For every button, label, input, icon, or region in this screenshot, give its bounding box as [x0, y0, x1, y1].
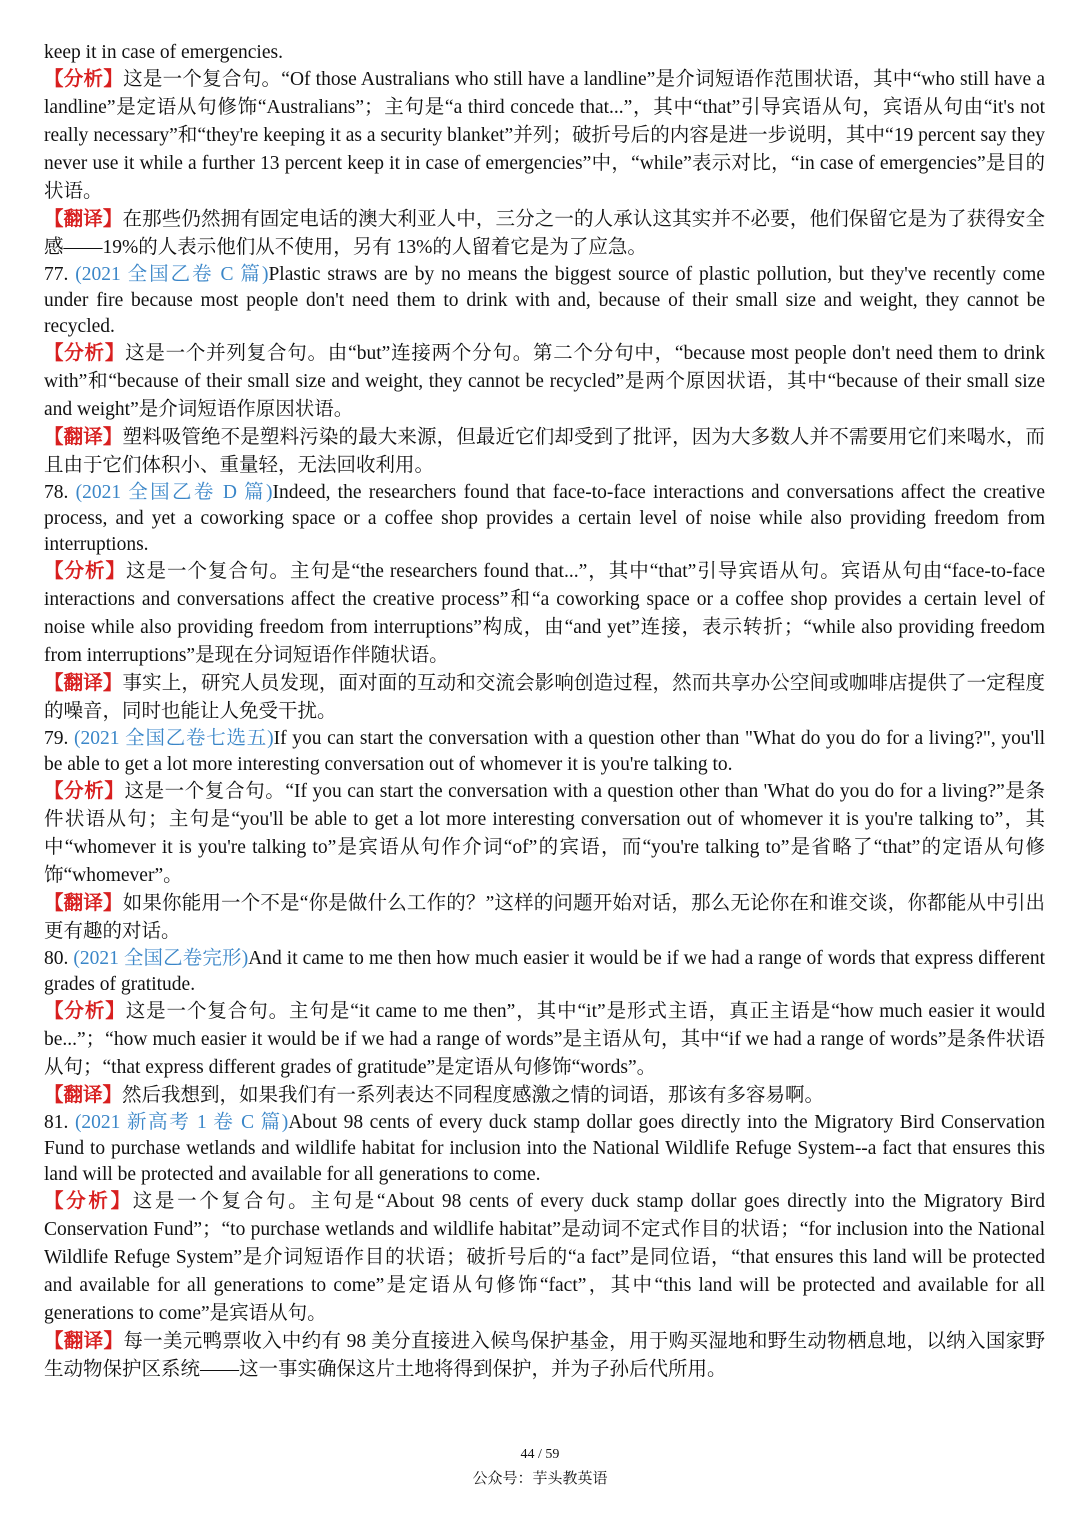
translation-paragraph [44, 424, 1045, 480]
analysis-paragraph [44, 340, 1045, 424]
source-tag: (2021 全国乙卷七选五) [74, 728, 274, 749]
source-tag: (2021 全国乙卷 C 篇) [75, 264, 269, 285]
translation-paragraph [44, 1082, 1045, 1110]
question-sentence: About 98 cents of every duck stamp dollar goes directly into the Migratory Bird Conservation Fund to purchase wetlands and wildlife habitat for inclusion into the National Wildlife Refuge System--a fact that ensures this land will be protected and available for all generations to come. [44, 1112, 1046, 1185]
question-sentence: Indeed, the researchers found that face-to-face interactions and conversations affect the creative process, and yet a coworking space or a coffee shop provides a certain level of noise while also providing freedom from interruptions. [44, 482, 1045, 555]
analysis-label: 【分析】 [44, 69, 124, 90]
analysis-paragraph [44, 1188, 1045, 1328]
translation-text: 如果你能用一个不是“你是做什么工作的？”这样的问题开始对话，那么无论你在和谁交谈，你都能从中引出更有趣的对话。 [44, 893, 1045, 942]
translation-text: 在那些仍然拥有固定电话的澳大利亚人中，三分之一的人承认这其实并不必要，他们保留它是为了获得安全感——19%的人表示他们从不使用，另有 13%的人留着它是为了应急。 [44, 209, 1045, 258]
analysis-label: 【分析】 [44, 343, 126, 364]
translation-paragraph [44, 890, 1045, 946]
source-tag: (2021 新高考 1 卷 C 篇) [74, 1112, 289, 1133]
question-77 [44, 262, 1045, 340]
translation-paragraph [44, 670, 1045, 726]
translation-label: 【翻译】 [44, 427, 123, 448]
analysis-label: 【分析】 [44, 1001, 126, 1022]
analysis-text: 这是一个并列复合句。由“but”连接两个分句。第二个分句中，“because most people don't need them to drink with”和“because of their small size and weight, they cannot be recycled”是两个原因状语，其中“because of their small size and weight”是介词短语作原因状语。 [44, 343, 1045, 420]
account-name: 公众号：芋头教英语 [472, 1471, 608, 1487]
analysis-paragraph [44, 66, 1045, 206]
analysis-text: 这是一个复合句。主句是“About 98 cents of every duck stamp dollar goes directly into the Migratory Bird Conservation Fund”；“to purchase wetlands and wildlife habitat”是动词不定式作目的状语；“for inclusion into the National Wildlife Refuge System”是介词短语作目的状语；破折号后的“a fact”是同位语，“that ensures this land will be protected and available for all generations to come”是定语从句修饰“fact”，其中“this land will be protected and available for all generations to come”是宾语从句。 [44, 1191, 1045, 1324]
analysis-label: 【分析】 [44, 781, 125, 802]
translation-label: 【翻译】 [44, 893, 123, 914]
question-sentence: Plastic straws are by no means the biggest source of plastic pollution, but they've recently come under fire because most people don't need them to drink with and, because of their small size and weight, they cannot be recycled. [44, 264, 1046, 337]
question-79 [44, 726, 1045, 778]
question-80 [44, 946, 1045, 998]
translation-label: 【翻译】 [44, 673, 123, 694]
source-tag: (2021 全国乙卷 D 篇) [75, 482, 273, 503]
analysis-paragraph [44, 778, 1045, 890]
analysis-text: 这是一个复合句。“If you can start the conversation with a question other than 'What do you do for a living?”是条件状语从句；主句是“you'll be able to get a lot more interesting conversation out of whomever it is you're talking to”，其中“whomever it is you're talking to”是宾语从句作介词“of”的宾语，而“you're talking to”是省略了“that”的定语从句修饰“whomever”。 [44, 781, 1045, 886]
question-number: 80. [44, 948, 69, 969]
analysis-label: 【分析】 [44, 1191, 133, 1212]
question-sentence: And it came to me then how much easier it would be if we had a range of words that express different grades of gratitude. [44, 948, 1045, 995]
analysis-paragraph [44, 558, 1045, 670]
question-number: 81. [44, 1112, 69, 1133]
analysis-text: 这是一个复合句。“Of those Australians who still have a landline”是介词短语作范围状语，其中“who still have a landline”是定语从句修饰“Australians”；主句是“a third concede that...”，其中“that”引导宾语从句，宾语从句由“it's not really necessary”和“they're keeping it as a security blanket”并列；破折号后的内容是进一步说明，其中“19 percent say they never use it while a further 13 percent keep it in case of emergencies”中，“while”表示对比，“in case of emergencies”是目的状语。 [44, 69, 1045, 202]
translation-text: 然后我想到，如果我们有一系列表达不同程度感激之情的词语，那该有多容易啊。 [122, 1085, 825, 1106]
translation-text: 事实上，研究人员发现，面对面的互动和交流会影响创造过程，然而共享办公空间或咖啡店提供了一定程度的噪音，同时也能让人免受干扰。 [44, 673, 1045, 722]
question-number: 77. [44, 264, 69, 285]
source-tag: (2021 全国乙卷完形) [73, 948, 249, 969]
translation-label: 【翻译】 [44, 1331, 124, 1352]
translation-paragraph [44, 1328, 1045, 1384]
question-81 [44, 1110, 1045, 1188]
question-number: 78. [44, 482, 69, 503]
analysis-label: 【分析】 [44, 561, 126, 582]
analysis-text: 这是一个复合句。主句是“it came to me then”，其中“it”是形式主语，真正主语是“how much easier it would be...”；“how much easier it would be if we had a range of words”是主语从句，其中“if we had a range of words”是条件状语从句；“that express different grades of gratitude”是定语从句修饰“words”。 [44, 1001, 1045, 1078]
analysis-paragraph [44, 998, 1045, 1082]
question-78 [44, 480, 1045, 558]
translation-label: 【翻译】 [44, 1085, 123, 1106]
translation-text: 塑料吸管绝不是塑料污染的最大来源，但最近它们却受到了批评，因为大多数人并不需要用它们来喝水，而且由于它们体积小、重量轻，无法回收利用。 [44, 427, 1045, 476]
document-body [44, 40, 1045, 1384]
question-number: 79. [44, 728, 69, 749]
question-sentence: If you can start the conversation with a question other than "What do you do for a living?", you'll be able to get a lot more interesting conversation out of whomever it is you're talking to. [44, 728, 1046, 775]
analysis-text: 这是一个复合句。主句是“the researchers found that...”，其中“that”引导宾语从句。宾语从句由“face-to-face interactions and conversations affect the creative process”和“a coworking space or a coffee shop provides a certain level of noise while also providing freedom from interruptions”构成，由“and yet”连接，表示转折；“while also providing freedom from interruptions”是现在分词短语作伴随状语。 [44, 561, 1045, 666]
page-number: 44 / 59 [520, 1447, 560, 1462]
translation-label: 【翻译】 [44, 209, 123, 230]
translation-paragraph [44, 206, 1045, 262]
translation-text: 每一美元鸭票收入中约有 98 美分直接进入候鸟保护基金，用于购买湿地和野生动物栖息地，以纳入国家野生动物保护区系统——这一事实确保这片土地将得到保护，并为子孙后代所用。 [44, 1331, 1045, 1380]
intro-tail: keep it in case of emergencies. [44, 42, 283, 63]
